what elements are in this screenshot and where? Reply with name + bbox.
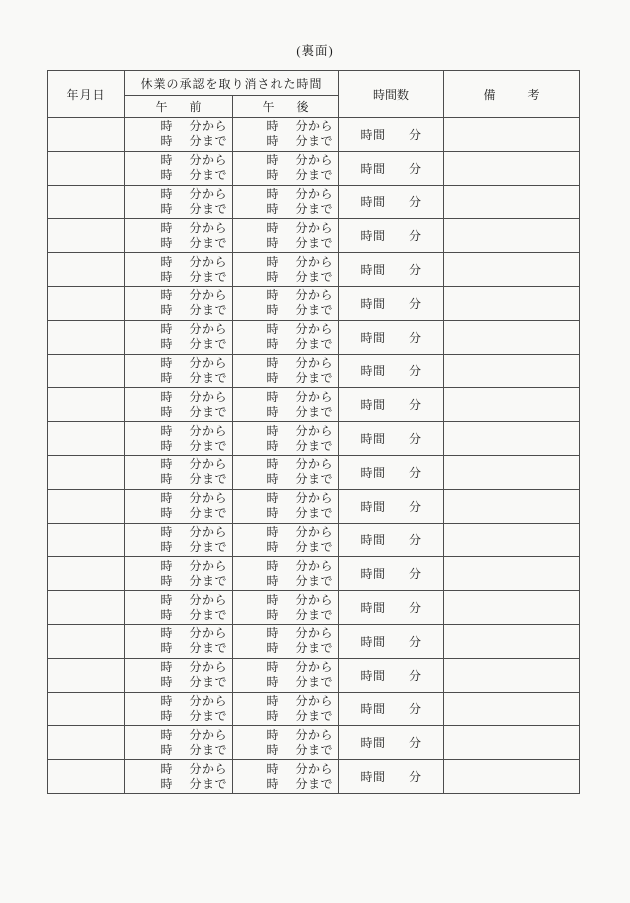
am-to-label: 時 分まで [160,337,227,352]
table-row [48,591,580,625]
am-from-label: 時 分から [160,119,227,134]
pm-time-cell [233,354,339,388]
date-cell [48,320,125,354]
am-from-label: 時 分から [160,153,227,168]
hours-cell: 時間 分 [339,489,444,523]
am-time-cell [125,320,233,354]
date-cell [48,388,125,422]
am-from-label: 時 分から [160,220,227,235]
pm-to-label: 時 分まで [266,370,334,385]
hours-cell: 時間 分 [339,591,444,625]
am-to-label: 時 分まで [160,404,227,419]
table-row [48,523,580,557]
am-from-label: 時 分から [160,761,227,776]
pm-from-label: 時 分から [266,626,334,641]
am-time-cell [125,185,233,219]
am-from-label: 時 分から [160,186,227,201]
remarks-cell [444,692,580,726]
pm-time-cell [233,286,339,320]
date-cell [48,354,125,388]
am-time-cell [125,118,233,152]
am-time-cell [125,726,233,760]
remarks-cell [444,557,580,591]
am-from-label: 時 分から [160,423,227,438]
am-from-label: 時 分から [160,254,227,269]
pm-to-label: 時 分まで [266,134,334,149]
am-time-cell [125,388,233,422]
am-time-cell [125,624,233,658]
pm-to-label: 時 分まで [266,269,334,284]
date-cell [48,624,125,658]
remarks-cell [444,219,580,253]
pm-from-label: 時 分から [266,254,334,269]
remarks-cell [444,151,580,185]
pm-time-cell [233,591,339,625]
remarks-cell [444,118,580,152]
am-to-label: 時 分まで [160,506,227,521]
date-cell [48,118,125,152]
remarks-cell [444,726,580,760]
am-to-label: 時 分まで [160,370,227,385]
am-time-cell [125,557,233,591]
remarks-cell [444,523,580,557]
hours-cell: 時間 分 [339,219,444,253]
am-from-label: 時 分から [160,693,227,708]
remarks-cell [444,388,580,422]
table-body [48,118,580,794]
pm-time-cell [233,455,339,489]
pm-to-label: 時 分まで [266,573,334,588]
header-hours: 時間数 [339,71,444,118]
pm-time-cell [233,151,339,185]
pm-from-label: 時 分から [266,491,334,506]
pm-time-cell [233,185,339,219]
am-from-label: 時 分から [160,389,227,404]
date-cell [48,151,125,185]
table-row [48,219,580,253]
table-row [48,185,580,219]
pm-time-cell [233,726,339,760]
table-row [48,557,580,591]
pm-from-label: 時 分から [266,389,334,404]
header-date: 年月日 [48,71,125,118]
date-cell [48,219,125,253]
table-row [48,422,580,456]
am-to-label: 時 分まで [160,675,227,690]
am-time-cell [125,591,233,625]
hours-cell: 時間 分 [339,151,444,185]
pm-to-label: 時 分まで [266,742,334,757]
header-remarks: 備 考 [444,71,580,118]
table-row [48,253,580,287]
table-row [48,658,580,692]
remarks-cell [444,455,580,489]
pm-time-cell [233,320,339,354]
am-time-cell [125,455,233,489]
am-time-cell [125,422,233,456]
am-to-label: 時 分まで [160,134,227,149]
pm-to-label: 時 分まで [266,641,334,656]
hours-cell: 時間 分 [339,354,444,388]
pm-time-cell [233,489,339,523]
date-cell [48,286,125,320]
am-time-cell [125,219,233,253]
date-cell [48,455,125,489]
pm-from-label: 時 分から [266,186,334,201]
am-from-label: 時 分から [160,660,227,675]
pm-from-label: 時 分から [266,153,334,168]
pm-from-label: 時 分から [266,592,334,607]
am-time-cell [125,151,233,185]
header-pm: 午 後 [233,96,339,118]
pm-to-label: 時 分まで [266,675,334,690]
table-row [48,118,580,152]
table-row [48,151,580,185]
pm-to-label: 時 分まで [266,404,334,419]
am-to-label: 時 分まで [160,472,227,487]
am-time-cell [125,760,233,794]
hours-cell: 時間 分 [339,760,444,794]
date-cell [48,422,125,456]
remarks-cell [444,760,580,794]
table-row [48,692,580,726]
header-am: 午 前 [125,96,233,118]
hours-cell: 時間 分 [339,286,444,320]
am-from-label: 時 分から [160,491,227,506]
table-row [48,760,580,794]
hours-cell: 時間 分 [339,388,444,422]
am-time-cell [125,253,233,287]
pm-time-cell [233,658,339,692]
am-to-label: 時 分まで [160,269,227,284]
am-from-label: 時 分から [160,457,227,472]
table-row [48,624,580,658]
pm-from-label: 時 分から [266,524,334,539]
pm-to-label: 時 分まで [266,337,334,352]
remarks-cell [444,253,580,287]
pm-to-label: 時 分まで [266,168,334,183]
table-row [48,388,580,422]
table-row [48,455,580,489]
hours-cell: 時間 分 [339,253,444,287]
table-row [48,726,580,760]
remarks-cell [444,286,580,320]
pm-to-label: 時 分まで [266,201,334,216]
date-cell [48,591,125,625]
am-to-label: 時 分まで [160,742,227,757]
am-time-cell [125,692,233,726]
table-row [48,354,580,388]
am-to-label: 時 分まで [160,303,227,318]
table-header [48,71,580,118]
date-cell [48,489,125,523]
pm-time-cell [233,624,339,658]
am-time-cell [125,286,233,320]
pm-to-label: 時 分まで [266,539,334,554]
pm-time-cell [233,253,339,287]
am-from-label: 時 分から [160,592,227,607]
pm-to-label: 時 分まで [266,438,334,453]
pm-from-label: 時 分から [266,558,334,573]
remarks-cell [444,489,580,523]
table-row [48,286,580,320]
pm-from-label: 時 分から [266,423,334,438]
remarks-cell [444,591,580,625]
remarks-cell [444,422,580,456]
hours-cell: 時間 分 [339,455,444,489]
am-to-label: 時 分まで [160,641,227,656]
pm-from-label: 時 分から [266,761,334,776]
am-from-label: 時 分から [160,626,227,641]
am-from-label: 時 分から [160,524,227,539]
leave-cancellation-table [47,70,580,794]
remarks-cell [444,658,580,692]
pm-to-label: 時 分まで [266,235,334,250]
date-cell [48,658,125,692]
am-time-cell [125,354,233,388]
hours-cell: 時間 分 [339,692,444,726]
header-row-1 [48,71,580,96]
am-from-label: 時 分から [160,288,227,303]
pm-time-cell [233,118,339,152]
date-cell [48,523,125,557]
hours-cell: 時間 分 [339,523,444,557]
pm-to-label: 時 分まで [266,776,334,791]
pm-from-label: 時 分から [266,660,334,675]
hours-cell: 時間 分 [339,658,444,692]
am-to-label: 時 分まで [160,201,227,216]
pm-from-label: 時 分から [266,322,334,337]
date-cell [48,557,125,591]
am-time-cell [125,489,233,523]
pm-time-cell [233,219,339,253]
table-row [48,320,580,354]
pm-to-label: 時 分まで [266,303,334,318]
pm-time-cell [233,692,339,726]
pm-to-label: 時 分まで [266,472,334,487]
hours-cell: 時間 分 [339,320,444,354]
page-title: (裏面) [296,44,334,58]
date-cell [48,760,125,794]
pm-from-label: 時 分から [266,727,334,742]
pm-time-cell [233,422,339,456]
remarks-cell [444,185,580,219]
date-cell [48,726,125,760]
am-to-label: 時 分まで [160,708,227,723]
am-to-label: 時 分まで [160,168,227,183]
am-from-label: 時 分から [160,355,227,370]
pm-from-label: 時 分から [266,457,334,472]
pm-time-cell [233,557,339,591]
pm-time-cell [233,760,339,794]
am-from-label: 時 分から [160,322,227,337]
hours-cell: 時間 分 [339,118,444,152]
hours-cell: 時間 分 [339,624,444,658]
am-to-label: 時 分まで [160,235,227,250]
pm-time-cell [233,523,339,557]
remarks-cell [444,354,580,388]
am-from-label: 時 分から [160,558,227,573]
hours-cell: 時間 分 [339,185,444,219]
hours-cell: 時間 分 [339,422,444,456]
am-to-label: 時 分まで [160,607,227,622]
am-to-label: 時 分まで [160,776,227,791]
am-to-label: 時 分まで [160,573,227,588]
remarks-cell [444,624,580,658]
hours-cell: 時間 分 [339,557,444,591]
pm-to-label: 時 分まで [266,506,334,521]
pm-from-label: 時 分から [266,693,334,708]
am-to-label: 時 分まで [160,438,227,453]
pm-to-label: 時 分まで [266,708,334,723]
pm-to-label: 時 分まで [266,607,334,622]
header-cancelled-time: 休業の承認を取り消された時間 [125,71,339,96]
date-cell [48,185,125,219]
pm-from-label: 時 分から [266,220,334,235]
pm-from-label: 時 分から [266,119,334,134]
remarks-cell [444,320,580,354]
pm-from-label: 時 分から [266,355,334,370]
pm-from-label: 時 分から [266,288,334,303]
am-from-label: 時 分から [160,727,227,742]
table-row [48,489,580,523]
date-cell [48,253,125,287]
hours-cell: 時間 分 [339,726,444,760]
date-cell [48,692,125,726]
am-time-cell [125,523,233,557]
am-time-cell [125,658,233,692]
pm-time-cell [233,388,339,422]
am-to-label: 時 分まで [160,539,227,554]
